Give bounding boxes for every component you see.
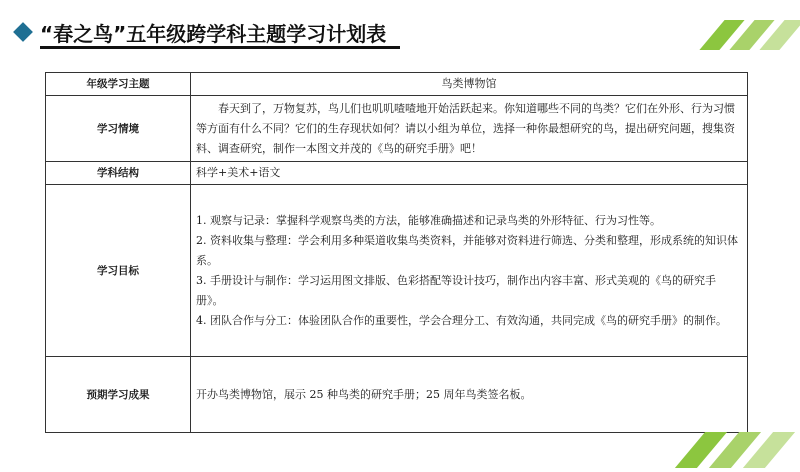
- table-row: [46, 357, 748, 433]
- row-label: 年级学习主题: [46, 73, 191, 96]
- table-row: [46, 185, 748, 357]
- goal-item: 4. 团队合作与分工：体验团队合作的重要性，学会合理分工、有效沟通，共同完成《鸟的研究手册》的制作。: [196, 313, 727, 327]
- row-value: [191, 96, 748, 162]
- title-underline: [40, 46, 400, 49]
- table-row: [46, 96, 748, 162]
- table-row: [46, 162, 748, 185]
- goal-item: 2. 资料收集与整理：学会利用多种渠道收集鸟类资料，并能够对资料进行筛选、分类和整理，形成系统的知识体系。: [196, 233, 738, 267]
- goal-item: 3. 手册设计与制作：学习运用图文排版、色彩搭配等设计技巧，制作出内容丰富、形式美观的《鸟的研究手册》。: [196, 273, 716, 307]
- row-value: 开办鸟类博物馆，展示 25 种鸟类的研究手册；25 周年鸟类签名板。: [191, 357, 748, 433]
- row-value: 科学+美术+语文: [191, 162, 748, 185]
- goal-item: 1. 观察与记录：掌握科学观察鸟类的方法，能够准确描述和记录鸟类的外形特征、行为习性等。: [196, 213, 661, 227]
- row-value: [191, 185, 748, 357]
- row-label: 学科结构: [46, 162, 191, 185]
- diamond-icon: [13, 22, 33, 42]
- situation-text: 春天到了，万物复苏，鸟儿们也叽叽喳喳地开始活跃起来。你知道哪些不同的鸟类？它们在外形、行为习惯等方面有什么不同？它们的生存现状如何？请以小组为单位，选择一种你最想研究的鸟，提出研究问题，搜集资料、调查研究，制作一本图文并茂的《鸟的研究手册》吧！: [196, 101, 735, 155]
- row-label: 学习目标: [46, 185, 191, 357]
- row-label: 学习情境: [46, 96, 191, 162]
- table-row: [46, 73, 748, 96]
- page-title: “春之鸟”五年级跨学科主题学习计划表: [40, 22, 387, 46]
- header: [0, 0, 800, 60]
- row-label: 预期学习成果: [46, 357, 191, 433]
- plan-table: [45, 72, 748, 433]
- row-value: 鸟类博物馆: [191, 73, 748, 96]
